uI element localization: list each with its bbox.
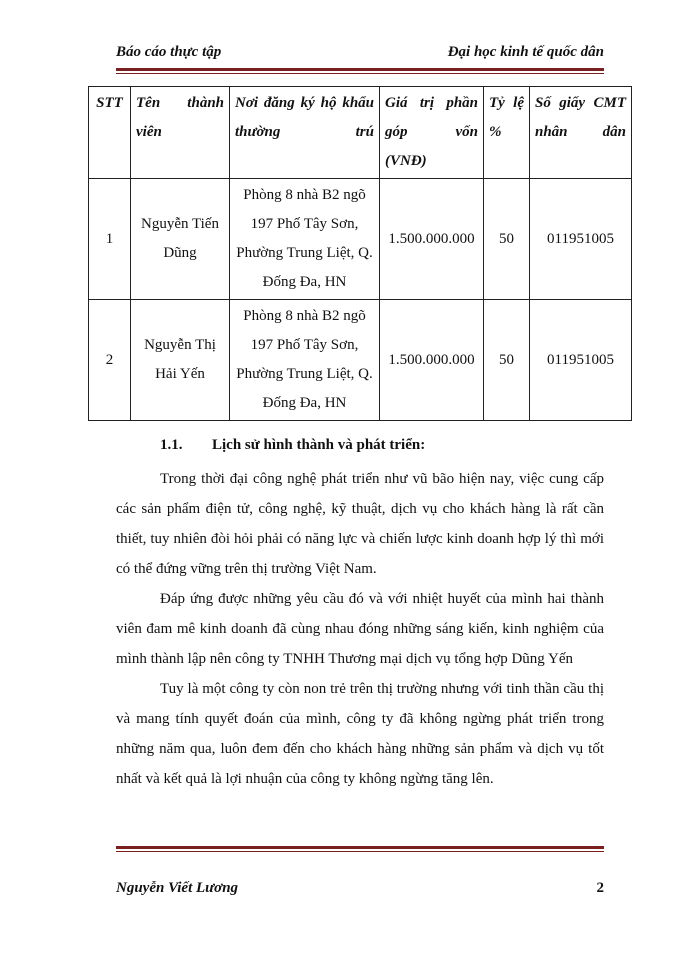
col-header-stt: STT [89,87,131,179]
section-number: 1.1. [160,437,183,453]
members-table [88,86,632,421]
section-title: Lịch sử hình thành và phát triển: [212,437,426,453]
cell-ratio: 50 [484,179,530,300]
cell-stt: 1 [89,179,131,300]
page-number: 2 [596,880,604,896]
cell-member-name: Nguyễn Thị Hải Yến [131,300,230,421]
section-heading [160,437,425,454]
cell-capital: 1.500.000.000 [380,300,484,421]
paragraph: Trong thời đại công nghệ phát triển như vũ bão hiện nay, việc cung cấp các sản phẩm điện tử, công nghệ, kỹ thuật, dịch vụ cho khách hàng là rất cần thiết, tuy nhiên đòi hỏi phải có năng lực và chiến lược kinh doanh hợp lý thì mới có thể đứng vững trên thị trường Việt Nam. [116,471,604,577]
footer-rule [116,846,604,852]
table-header-row [89,87,632,179]
col-header-id-number: Số giấy CMT nhân dân [530,87,632,179]
paragraph: Tuy là một công ty còn non trẻ trên thị trường nhưng với tinh thần cầu thị và mang tính quyết đoán của mình, công ty đã không ngừng phát triển trong những năm qua, luôn đem đến cho khách hàng những sản phẩm và dịch vụ tốt nhất và kết quả là lợi nhuận của công ty không ngừng tăng lên. [116,681,604,787]
col-header-ratio: Tỷ lệ % [484,87,530,179]
cell-address: Phòng 8 nhà B2 ngõ 197 Phố Tây Sơn, Phường Trung Liệt, Q. Đống Đa, HN [230,300,380,421]
col-header-capital: Giá trị phần góp vốn (VNĐ) [380,87,484,179]
col-header-member-name: Tên thành viên [131,87,230,179]
cell-address: Phòng 8 nhà B2 ngõ 197 Phố Tây Sơn, Phường Trung Liệt, Q. Đống Đa, HN [230,179,380,300]
paragraph: Đáp ứng được những yêu cầu đó và với nhiệt huyết của mình hai thành viên đam mê kinh doanh đã cùng nhau đóng những sáng kiến, kinh nghiệm của mình thành lập nên công ty TNHH Thương mại dịch vụ tổng hợp Dũng Yến [116,591,604,667]
header-rule [116,68,604,74]
header-university: Đại học kinh tế quốc dân [447,44,604,60]
footer-author: Nguyễn Viết Lương [116,880,239,896]
cell-id-number: 011951005 [530,179,632,300]
col-header-address: Nơi đăng ký hộ khẩu thường trú [230,87,380,179]
table-row [89,179,632,300]
page-header [116,44,604,66]
table-row [89,300,632,421]
header-report-title: Báo cáo thực tập [116,44,222,60]
cell-ratio: 50 [484,300,530,421]
cell-stt: 2 [89,300,131,421]
body-text [116,464,604,794]
cell-id-number: 011951005 [530,300,632,421]
cell-capital: 1.500.000.000 [380,179,484,300]
cell-member-name: Nguyễn Tiến Dũng [131,179,230,300]
